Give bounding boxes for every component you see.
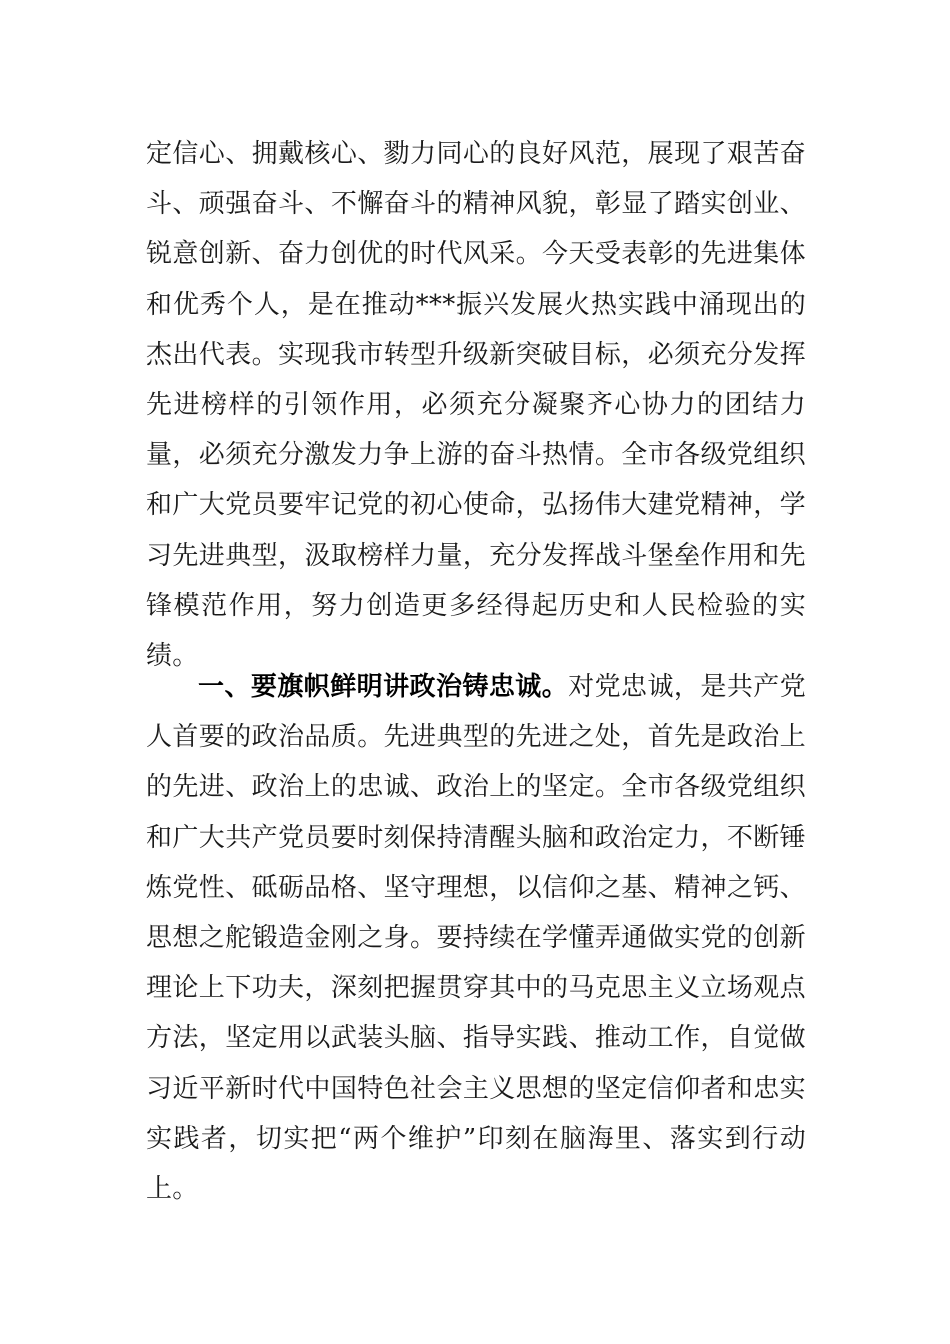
body-paragraph: 定信心、拥戴核心、勠力同心的良好风范，展现了艰苦奋斗、顽强奋斗、不懈奋斗的精神风貌，彰显了踏实创业、锐意创新、奋力创优的时代风采。今天受表彰的先进集体和优秀个人，是在推动***振兴发展火热实践中涌现出的杰出代表。实现我市转型升级新突破目标，必须充分发挥先进榜样的引领作用，必须充分凝聚齐心协力的团结力量，必须充分激发力争上游的奋斗热情。全市各级党组织和广大党员要牢记党的初心使命，弘扬伟大建党精神，学习先进典型，汲取榜样力量，充分发挥战斗堡垒作用和先锋模范作用，努力创造更多经得起历史和人民检验的实绩。: [146, 139, 806, 672]
section-paragraph: [146, 662, 806, 1214]
section-body-text: 对党忠诚，是共产党人首要的政治品质。先进典型的先进之处，首先是政治上的先进、政治上的忠诚、政治上的坚定。全市各级党组织和广大共产党员要时刻保持清醒头脑和政治定力，不断锤炼党性、砥砺品格、坚守理想，以信仰之基、精神之钙、思想之舵锻造金刚之身。要持续在学懂弄通做实党的创新理论上下功夫，深刻把握贯穿其中的马克思主义立场观点方法，坚定用以武装头脑、指导实践、推动工作，自觉做习近平新时代中国特色社会主义思想的坚定信仰者和忠实实践者，切实把“两个维护”印刻在脑海里、落实到行动上。: [146, 672, 806, 1205]
section-heading: 一、要旗帜鲜明讲政治铸忠诚。: [198, 672, 569, 702]
